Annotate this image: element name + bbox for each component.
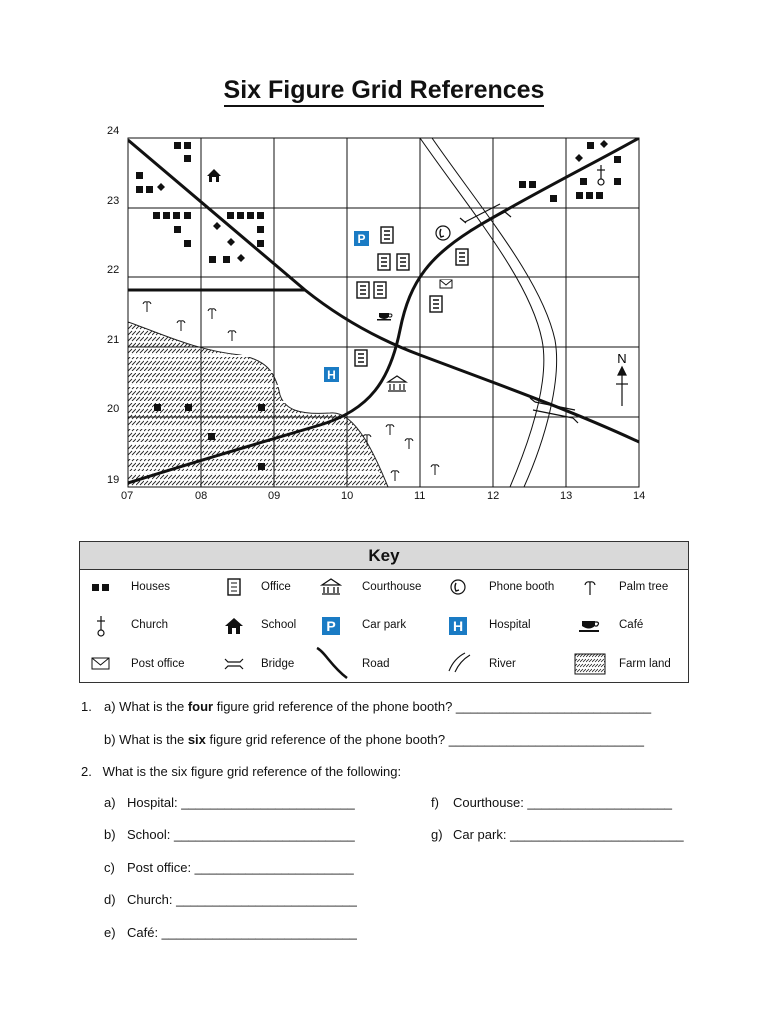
car-park-icon xyxy=(318,614,344,638)
river-icon xyxy=(445,650,471,674)
part-letter: c) xyxy=(104,860,115,875)
north-label: N xyxy=(617,351,627,366)
part-post-office: Post office: ______________________ xyxy=(127,860,354,875)
part-cafe: Café: ___________________________ xyxy=(127,925,357,940)
svg-text:H: H xyxy=(452,618,464,634)
key-label: Road xyxy=(362,658,390,670)
key-label: River xyxy=(489,658,516,670)
courthouse-icon xyxy=(388,376,406,391)
part-letter: e) xyxy=(104,925,116,940)
key-heading: Key xyxy=(80,542,688,570)
bridge-2 xyxy=(530,398,578,423)
part-letter: f) xyxy=(431,795,439,810)
post-office-icon xyxy=(440,280,452,288)
palm-tree-icon xyxy=(577,575,603,599)
courthouse-icon xyxy=(318,575,344,599)
svg-text:H: H xyxy=(327,368,336,382)
x-label: 12 xyxy=(487,490,500,502)
svg-text:P: P xyxy=(326,618,336,634)
hospital-icon xyxy=(445,614,471,638)
x-label: 09 xyxy=(268,490,281,502)
key-label: School xyxy=(261,619,297,631)
page-title: Six Figure Grid References xyxy=(0,76,768,105)
phone-booth-icon xyxy=(436,226,450,240)
part-car-park: Car park: ________________________ xyxy=(453,827,684,842)
key-label: Office xyxy=(261,581,291,593)
part-courthouse: Courthouse: ____________________ xyxy=(453,795,673,810)
x-label: 07 xyxy=(121,490,134,502)
houses-icon xyxy=(88,575,114,599)
key-label: Farm land xyxy=(619,658,671,670)
car-park-icon xyxy=(354,231,369,246)
post-office-icon xyxy=(88,652,114,676)
key-label: Church xyxy=(131,619,169,631)
office-icon xyxy=(221,575,247,599)
key-label: Phone booth xyxy=(489,581,555,593)
question-1b: b) What is the six figure grid reference of the phone booth? ___________________________ xyxy=(104,732,644,747)
part-letter: d) xyxy=(104,892,116,907)
y-label: 24 xyxy=(107,125,120,137)
part-school: School: _________________________ xyxy=(127,827,355,842)
question-2: 2. What is the six figure grid reference of the following: xyxy=(81,764,402,779)
bridge-icon xyxy=(221,652,247,676)
part-letter: b) xyxy=(104,827,116,842)
x-label: 11 xyxy=(414,490,426,502)
church-icon xyxy=(88,614,114,638)
x-label: 08 xyxy=(195,490,208,502)
y-label: 20 xyxy=(107,403,120,415)
key-label: Car park xyxy=(362,619,407,631)
x-label: 14 xyxy=(633,490,646,502)
y-label: 19 xyxy=(107,474,120,486)
x-label: 13 xyxy=(560,490,573,502)
hospital-icon xyxy=(324,367,339,382)
key-label: Post office xyxy=(131,658,185,670)
phone-booth-icon xyxy=(445,575,471,599)
school-icon xyxy=(221,614,247,638)
key-label: Hospital xyxy=(489,619,531,631)
cafe-icon xyxy=(377,313,392,321)
y-label: 22 xyxy=(107,264,120,276)
question-number: 1. xyxy=(81,699,92,714)
key-label: Palm tree xyxy=(619,581,669,593)
part-church: Church: _________________________ xyxy=(127,892,357,907)
farm-land-icon xyxy=(574,652,606,676)
key-label: Bridge xyxy=(261,658,295,670)
church-icon xyxy=(597,165,605,185)
map-key xyxy=(79,541,689,683)
north-arrow-icon xyxy=(616,367,628,406)
svg-text:P: P xyxy=(357,232,366,246)
cafe-icon xyxy=(577,614,603,638)
part-hospital: Hospital: ________________________ xyxy=(127,795,355,810)
school-icon xyxy=(207,169,221,182)
key-label: Courthouse xyxy=(362,581,422,593)
question-1a: a) What is the four figure grid reference of the phone booth? ___________________________ xyxy=(104,699,652,714)
key-label: Houses xyxy=(131,581,170,593)
part-letter: a) xyxy=(104,795,116,810)
x-label: 10 xyxy=(341,490,354,502)
part-letter: g) xyxy=(431,827,443,842)
y-label: 23 xyxy=(107,195,120,207)
road-icon xyxy=(315,646,349,680)
key-label: Café xyxy=(619,619,644,631)
y-label: 21 xyxy=(107,334,120,346)
